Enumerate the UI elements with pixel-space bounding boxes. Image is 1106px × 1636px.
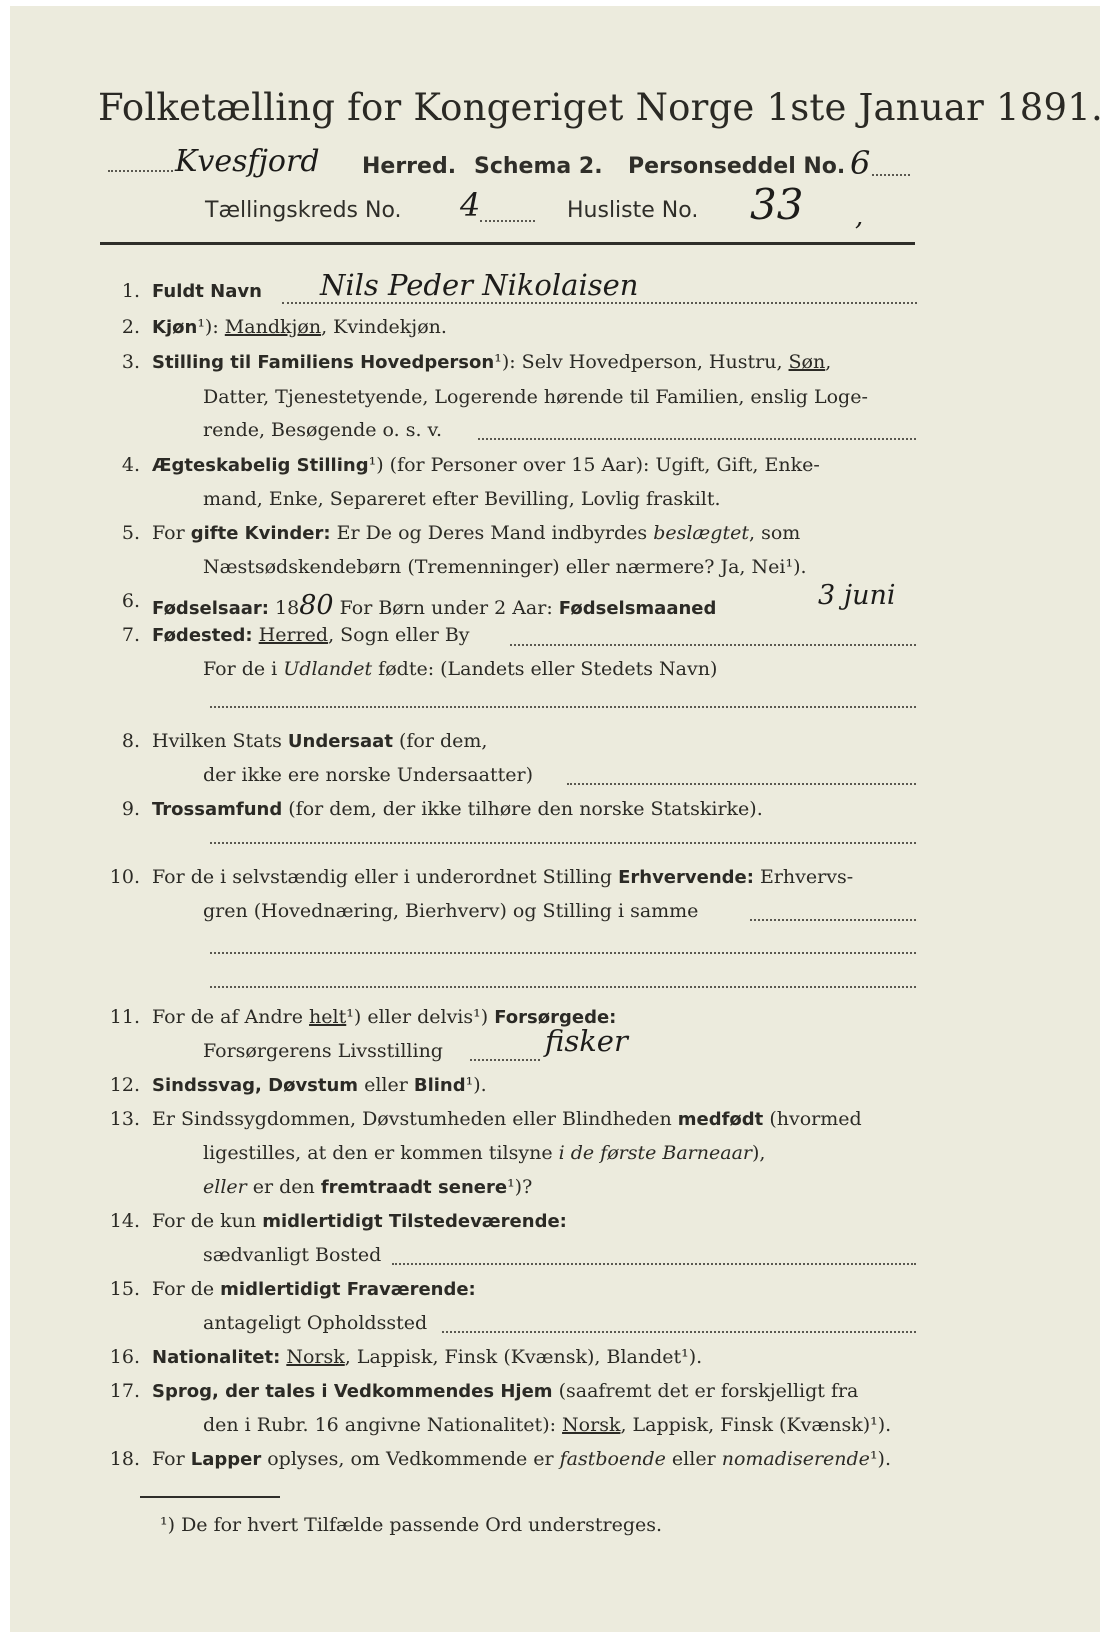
- item-10-blank-line-2: [210, 986, 916, 988]
- item-number: 12.: [109, 1074, 140, 1096]
- item-11-dotted-line: [470, 1059, 540, 1061]
- item-number: 6.: [121, 590, 140, 612]
- census-form: [10, 6, 1103, 1632]
- item-8-line-2: der ikke ere norske Undersaatter): [203, 764, 533, 786]
- selected-option: Herred: [258, 624, 329, 646]
- item-number: 11.: [109, 1006, 140, 1028]
- item-number: 14.: [109, 1210, 140, 1232]
- herred-dotted-line: [108, 170, 173, 172]
- herred-label: Herred.: [362, 154, 457, 179]
- personseddel-number: 6: [850, 144, 871, 182]
- item-number: 9.: [121, 798, 140, 820]
- item-13-line-2: ligestilles, at den er kommen tilsyne i de første Barneaar),: [203, 1142, 766, 1164]
- item-15-dotted-line: [442, 1331, 916, 1333]
- herred-name-handwritten: Kvesfjord: [175, 144, 320, 179]
- kreds-label: Tællingskreds No.: [205, 198, 402, 223]
- item-8-dotted-line: [567, 783, 916, 785]
- item-number: 18.: [109, 1448, 140, 1470]
- birth-month-handwritten: 3 juni: [818, 580, 896, 611]
- selected-option: Norsk: [562, 1414, 621, 1436]
- husliste-label: Husliste No.: [567, 198, 699, 223]
- kreds-dotted-line: [480, 220, 535, 222]
- item-5-line-2: Næstsødskendebørn (Tremenninger) eller nærmere? Ja, Nei¹).: [203, 556, 807, 578]
- item-17-line-2: den i Rubr. 16 angivne Nationalitet): Norsk, Lappisk, Finsk (Kvænsk)¹).: [203, 1414, 892, 1436]
- husliste-comma: ,: [855, 202, 864, 232]
- item-15-line-2: antageligt Opholdssted: [203, 1312, 428, 1334]
- item-number: 15.: [109, 1278, 140, 1300]
- selected-option: Norsk: [286, 1346, 345, 1368]
- item-number: 10.: [109, 866, 140, 888]
- item-10-text: For de i selvstændig eller i underordnet Stilling Erhvervende: Erhvervs-: [152, 866, 854, 888]
- item-17-text: Sprog, der tales i Vedkommendes Hjem (saafremt det er forskjelligt fra: [152, 1380, 859, 1402]
- item-number: 1.: [121, 280, 140, 302]
- full-name-handwritten: Nils Peder Nikolaisen: [320, 268, 639, 302]
- item-13-line-3: eller er den fremtraadt senere¹)?: [203, 1176, 533, 1198]
- item-3-line-2: Datter, Tjenestetyende, Logerende hørende til Familien, enslig Loge-: [203, 386, 868, 408]
- item-12-text: Sindssvag, Døvstum eller Blind¹).: [152, 1074, 487, 1096]
- item-18-text: For Lapper oplyses, om Vedkommende er fastboende eller nomadiserende¹).: [152, 1448, 892, 1470]
- item-3-text: Stilling til Familiens Hovedperson¹): Selv Hovedperson, Hustru, Søn,: [152, 351, 832, 373]
- footnote: ¹) De for hvert Tilfælde passende Ord understreges.: [160, 1514, 663, 1536]
- item-7-text: Fødested: Herred, Sogn eller By: [152, 624, 470, 646]
- selected-option: Søn: [788, 351, 826, 373]
- item-13-text: Er Sindssygdommen, Døvstumheden eller Blindheden medfødt (hvormed: [152, 1108, 862, 1130]
- item-number: 17.: [109, 1380, 140, 1402]
- item-number: 8.: [121, 730, 140, 752]
- item-10-blank-line-1: [210, 952, 916, 954]
- item-15-text: For de midlertidigt Fraværende:: [152, 1278, 476, 1300]
- item-number: 3.: [121, 351, 140, 373]
- form-title: Folketælling for Kongeriget Norge 1ste Januar 1891.: [98, 86, 1103, 129]
- item-9-blank-line: [210, 842, 916, 844]
- kreds-number: 4: [460, 186, 481, 224]
- item-1-label: Fuldt Navn: [152, 281, 262, 302]
- item-10-dotted-line: [750, 919, 916, 921]
- birth-year-handwritten: 80: [299, 590, 334, 621]
- item-number: 5.: [121, 522, 140, 544]
- item-4-text: Ægteskabelig Stilling¹) (for Personer over 15 Aar): Ugift, Gift, Enke-: [152, 454, 820, 476]
- item-5-text: For gifte Kvinder: Er De og Deres Mand indbyrdes beslægtet, som: [152, 522, 801, 544]
- personseddel-label: Personseddel No.: [628, 154, 846, 179]
- selected-option: Mandkjøn: [224, 316, 322, 338]
- footnote-rule: [140, 1496, 280, 1498]
- item-6-text: Fødselsaar: 1880 For Børn under 2 Aar: Fødselsmaaned: [152, 590, 717, 621]
- item-14-line-2: sædvanligt Bosted: [203, 1244, 382, 1266]
- item-7-line-2: For de i Udlandet fødte: (Landets eller Stedets Navn): [203, 658, 718, 680]
- item-2-text: Kjøn¹): Mandkjøn, Kvindekjøn.: [152, 316, 447, 338]
- item-3-dotted-line: [478, 438, 916, 440]
- item-1-dotted-line: [282, 302, 917, 304]
- item-number: 2.: [121, 316, 140, 338]
- item-4-line-2: mand, Enke, Separeret efter Bevilling, Lovlig fraskilt.: [203, 488, 721, 510]
- selected-option: helt: [309, 1006, 347, 1028]
- schema-label: Schema 2.: [474, 154, 603, 179]
- item-number: 7.: [121, 624, 140, 646]
- personseddel-dotted-line: [872, 174, 910, 176]
- item-number: 16.: [109, 1346, 140, 1368]
- item-9-text: Trossamfund (for dem, der ikke tilhøre den norske Statskirke).: [152, 798, 763, 820]
- item-11-text: For de af Andre helt¹) eller delvis¹) Forsørgede:: [152, 1006, 617, 1028]
- item-14-text: For de kun midlertidigt Tilstedeværende:: [152, 1210, 567, 1232]
- provider-occupation-handwritten: fisker: [545, 1024, 628, 1058]
- item-7-dotted-line: [510, 644, 916, 646]
- item-number: 4.: [121, 454, 140, 476]
- item-7-blank-line: [210, 706, 916, 708]
- item-8-text: Hvilken Stats Undersaat (for dem,: [152, 730, 488, 752]
- header-rule: [100, 242, 915, 245]
- item-number: 13.: [109, 1108, 140, 1130]
- item-16-text: Nationalitet: Norsk, Lappisk, Finsk (Kvænsk), Blandet¹).: [152, 1346, 703, 1368]
- item-14-dotted-line: [392, 1263, 916, 1265]
- item-10-line-2: gren (Hovednæring, Bierhverv) og Stilling i samme: [203, 900, 699, 922]
- item-11-line-2: Forsørgerens Livsstilling: [203, 1040, 443, 1062]
- husliste-number: 33: [750, 180, 804, 229]
- item-3-line-3: rende, Besøgende o. s. v.: [203, 419, 443, 441]
